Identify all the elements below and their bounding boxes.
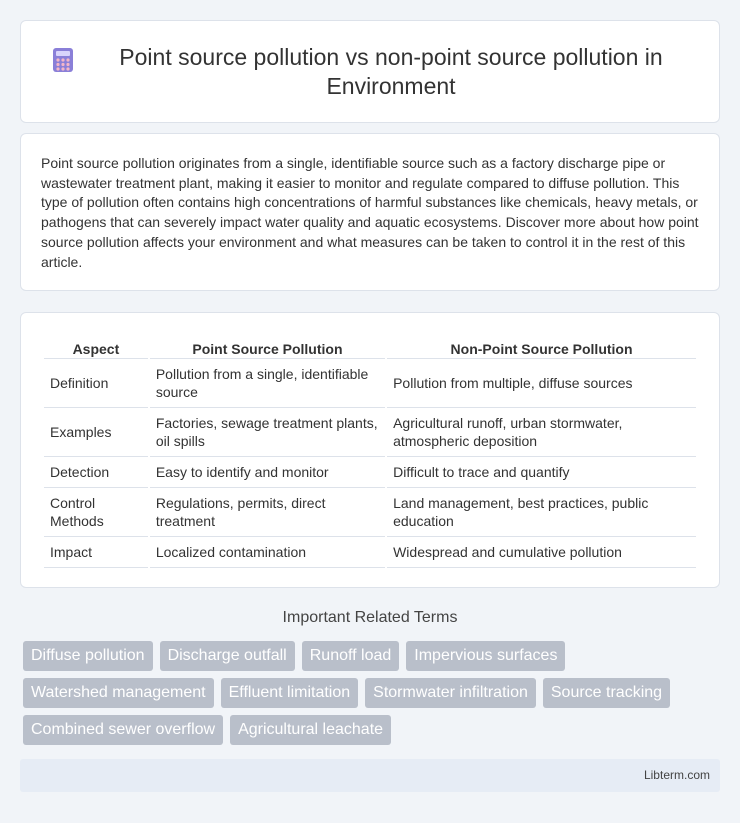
tag-row	[23, 641, 713, 671]
tag-row	[23, 678, 713, 708]
table-cell: Localized contamination	[150, 537, 385, 568]
tag-discharge-outfall[interactable]: Discharge outfall	[160, 641, 295, 671]
table-cell: Regulations, permits, direct treatment	[150, 488, 385, 537]
table-cell: Impact	[44, 537, 148, 568]
table-header-row	[44, 333, 696, 359]
calculator-icon	[50, 47, 76, 73]
table-cell: Widespread and cumulative pollution	[387, 537, 696, 568]
tag-source-tracking[interactable]: Source tracking	[543, 678, 670, 708]
table-row	[44, 457, 696, 488]
table-cell: Detection	[44, 457, 148, 488]
tag-impervious-surfaces[interactable]: Impervious surfaces	[406, 641, 565, 671]
comparison-table	[42, 333, 698, 568]
table-row	[44, 537, 696, 568]
header-point-source: Point Source Pollution	[150, 333, 385, 359]
tag-runoff-load[interactable]: Runoff load	[302, 641, 400, 671]
header-non-point-source: Non-Point Source Pollution	[387, 333, 696, 359]
table-cell: Pollution from multiple, diffuse sources	[387, 359, 696, 408]
table-cell: Definition	[44, 359, 148, 408]
table-cell: Factories, sewage treatment plants, oil spills	[150, 408, 385, 457]
table-cell: Easy to identify and monitor	[150, 457, 385, 488]
tag-combined-sewer-overflow[interactable]: Combined sewer overflow	[23, 715, 223, 745]
tag-diffuse-pollution[interactable]: Diffuse pollution	[23, 641, 153, 671]
footer-site-link[interactable]: Libterm.com	[643, 768, 710, 782]
table-cell: Agricultural runoff, urban stormwater, atmospheric deposition	[387, 408, 696, 457]
table-cell: Examples	[44, 408, 148, 457]
table-cell: Land management, best practices, public education	[387, 488, 696, 537]
intro-card	[20, 133, 720, 291]
related-terms-tags	[23, 641, 713, 752]
tag-effluent-limitation[interactable]: Effluent limitation	[221, 678, 359, 708]
intro-paragraph: Point source pollution originates from a single, identifiable source such as a factory discharge pipe or wastewater treatment plant, making it easier to monitor and regulate compared to diffuse pollution. This type of pollution often contains high concentrations of harmful substances like chemicals, heavy metals, or pathogens that can severely impact water quality and aquatic ecosystems. Discover more about how point source pollution affects your environment and what measures can be taken to control it in the rest of this article.	[41, 155, 699, 270]
tag-stormwater-infiltration[interactable]: Stormwater infiltration	[365, 678, 536, 708]
tag-agricultural-leachate[interactable]: Agricultural leachate	[230, 715, 391, 745]
table-cell: Control Methods	[44, 488, 148, 537]
table-row	[44, 408, 696, 457]
page-title: Point source pollution vs non-point source pollution in Environment	[119, 43, 663, 99]
table-row	[44, 359, 696, 408]
table-row	[44, 488, 696, 537]
tag-watershed-management[interactable]: Watershed management	[23, 678, 214, 708]
tag-row	[23, 715, 713, 745]
header-aspect: Aspect	[44, 333, 148, 359]
header-inner	[50, 43, 690, 101]
table-cell: Difficult to trace and quantify	[387, 457, 696, 488]
header-card	[20, 20, 720, 123]
footer	[20, 759, 720, 792]
comparison-table-card	[20, 312, 720, 588]
table-cell: Pollution from a single, identifiable source	[150, 359, 385, 408]
related-terms-title: Important Related Terms	[282, 609, 458, 626]
